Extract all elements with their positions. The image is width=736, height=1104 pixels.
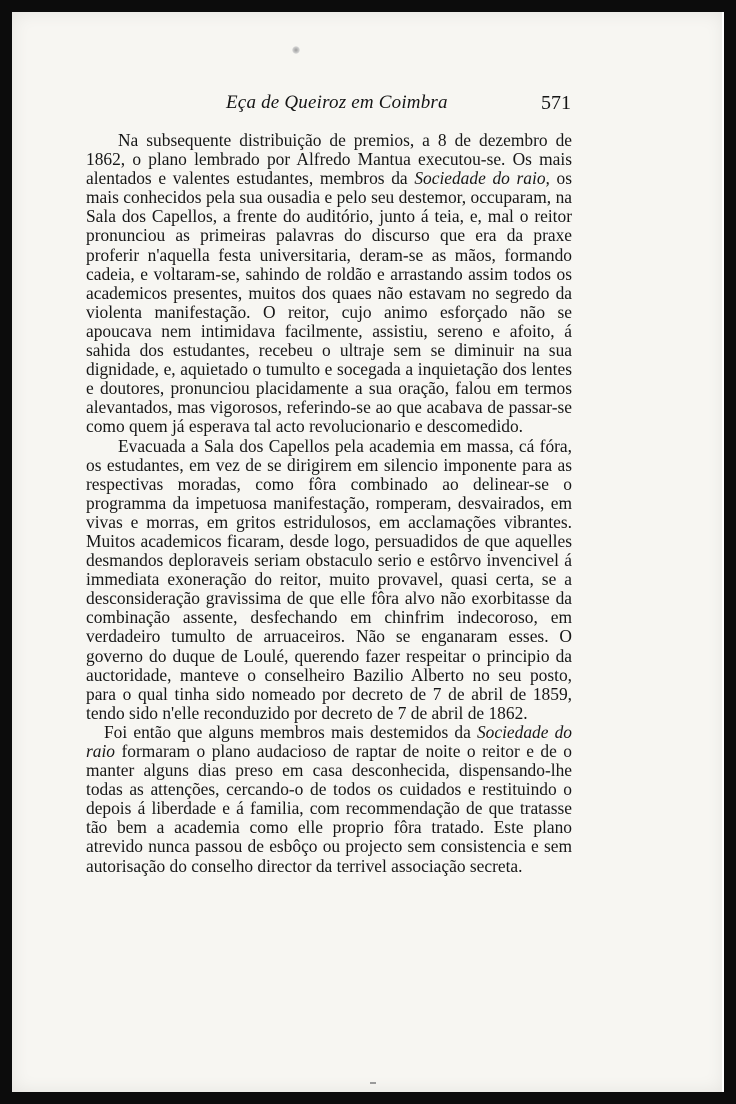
society-name: Sociedade do raio xyxy=(86,721,572,761)
paragraph-2: Evacuada a Sala dos Capellos pela academia em massa, cá fóra, os estudantes, em vez de se dirigirem em silencio imponente para as respectivas moradas, como fôra combinado ao delinear-se o programma da impetuosa manifestação, romperam, desvairados, em vivas e morras, em gritos estridulosos, em acclamações vibrantes. Muitos academicos ficaram, desde logo, persuadidos de que aquelles desmandos deploraveis seriam obstaculo serio e estôrvo invencivel á immediata exoneração do reitor, muito provavel, quasi certa, se a desconsideração gravissima de que elle fôra alvo não exorbitasse da combinação assente, desfechando em chinfrim indecoroso, em verdadeiro tumulto de arruaceiros. Não se enganaram esses. O governo do duque de Loulé, querendo fazer respeitar o principio da auctoridade, manteve o conselheiro Bazilio Alberto no seu posto, para o qual tinha sido nomeado por decreto de 7 de abril de 1859, tendo sido n'elle reconduzido por decreto de 7 de abril de 1862. xyxy=(86,435,572,723)
paragraph-3-part-a: Foi então que alguns membros mais destemidos da xyxy=(104,721,477,742)
page-number: 571 xyxy=(541,92,571,114)
running-head xyxy=(86,92,571,116)
page-edge xyxy=(722,12,724,1092)
ornament-mark xyxy=(292,46,300,54)
paragraph-1 xyxy=(86,131,572,437)
running-title: Eça de Queiroz em Coimbra xyxy=(226,92,448,113)
paragraph-3-part-b: formaram o plano audacioso de raptar de noite o reitor e de o manter alguns dias preso em casa desconhecida, dispensando-lhe todas as attenções, cercando-o de todos os cuidados e restituindo o depois á liberdade e á familia, com recommendação de que tratasse tão bem a academia como elle proprio fôra tratado. Este plano atrevido nunca passou de esbôço ou projecto sem consistencia e sem autorisação do conselho director da terrivel associação secreta. xyxy=(86,741,572,876)
paragraph-3 xyxy=(86,723,572,876)
paragraph-1-part-a: Na subsequente distribuição de premios, a 8 de dezembro de 1862, o plano lembrado por Alfredo Mantua executou-se. Os mais alentados e valentes estudantes, membros da xyxy=(86,130,572,189)
paragraph-1-part-b: os mais conhecidos pela sua ousadia e pelo seu destemor, occuparam, na Sala dos Capellos, a frente do auditório, junto á teia, e, mal o reitor pronunciou as primeiras palavras do discurso que era da praxe proferir n'aquella festa universitaria, deram-se as mãos, formando cadeia, e voltaram-se, sahindo de roldão e arrastando assim todos os academicos presentes, muitos dos quaes não estavam no segredo da violenta manifestação. O reitor, cujo animo esforçado não se apoucava nem intimidava facilmente, assistiu, sereno e afoito, á sahida dos estudantes, recebeu o ultraje sem se diminuir na sua dignidade, e, aquietado o tumulto e socegada a inquietação dos lentes e doutores, pronunciou placidamente a sua oração, falou em termos alevantados, mas vigorosos, referindo-se ao que acabava de passar-se como quem já esperava tal acto revolucionario e descomedido. xyxy=(86,168,573,437)
body-text xyxy=(86,131,572,876)
foot-mark xyxy=(370,1082,376,1084)
society-name: Sociedade do raio, xyxy=(414,168,550,189)
